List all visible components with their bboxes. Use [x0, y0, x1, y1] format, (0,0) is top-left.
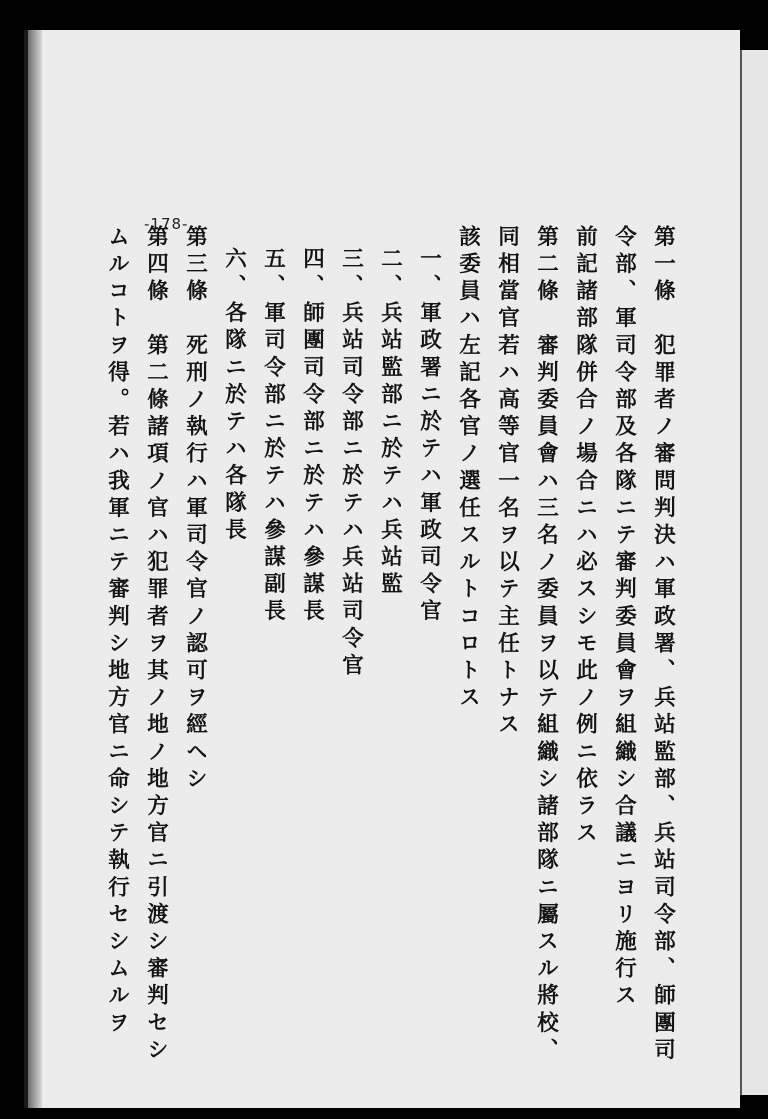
text-column-9: 三、兵站司令部ニ於テハ兵站司令官 — [338, 247, 364, 681]
text-column-10: 四、師團司令部ニ於テハ參謀長 — [299, 247, 325, 627]
text-column-14: 第四條 第二條諸項ノ官ハ犯罪者ヲ其ノ地ノ地方官ニ引渡シ審判セシ — [143, 225, 169, 1066]
text-column-3: 前記諸部隊併合ノ場合ニハ必スシモ此ノ例ニ依ラス — [572, 225, 598, 849]
text-column-1: 第一條 犯罪者ノ審問判決ハ軍政署、兵站監部、兵站司令部、師團司 — [650, 225, 676, 1066]
adjacent-page-edge — [740, 50, 768, 1095]
page-number: -178- — [144, 215, 189, 233]
text-column-12: 六、各隊ニ於テハ各隊長 — [221, 247, 247, 546]
text-column-4: 第二條 審判委員會ハ三名ノ委員ヲ以テ組織シ諸部隊ニ屬スル將校、 — [533, 225, 559, 1066]
text-column-8: 二、兵站監部ニ於テハ兵站監 — [377, 247, 403, 600]
text-column-5: 同相當官若ハ高等官一名ヲ以テ主任トナス — [494, 225, 520, 740]
text-column-6: 該委員ハ左記各官ノ選任スルトコロトス — [455, 225, 481, 713]
text-column-2: 令部、軍司令部及各隊ニテ審判委員會ヲ組織シ合議ニヨリ施行ス — [611, 225, 637, 1011]
text-column-11: 五、軍司令部ニ於テハ參謀副長 — [260, 247, 286, 627]
text-column-13: 第三條 死刑ノ執行ハ軍司令官ノ認可ヲ經ヘシ — [182, 225, 208, 795]
text-column-7: 一、軍政署ニ於テハ軍政司令官 — [416, 247, 442, 627]
text-column-15: ムルコトヲ得。若ハ我軍ニテ審判シ地方官ニ命シテ執行セシムルヲ — [104, 225, 130, 1038]
